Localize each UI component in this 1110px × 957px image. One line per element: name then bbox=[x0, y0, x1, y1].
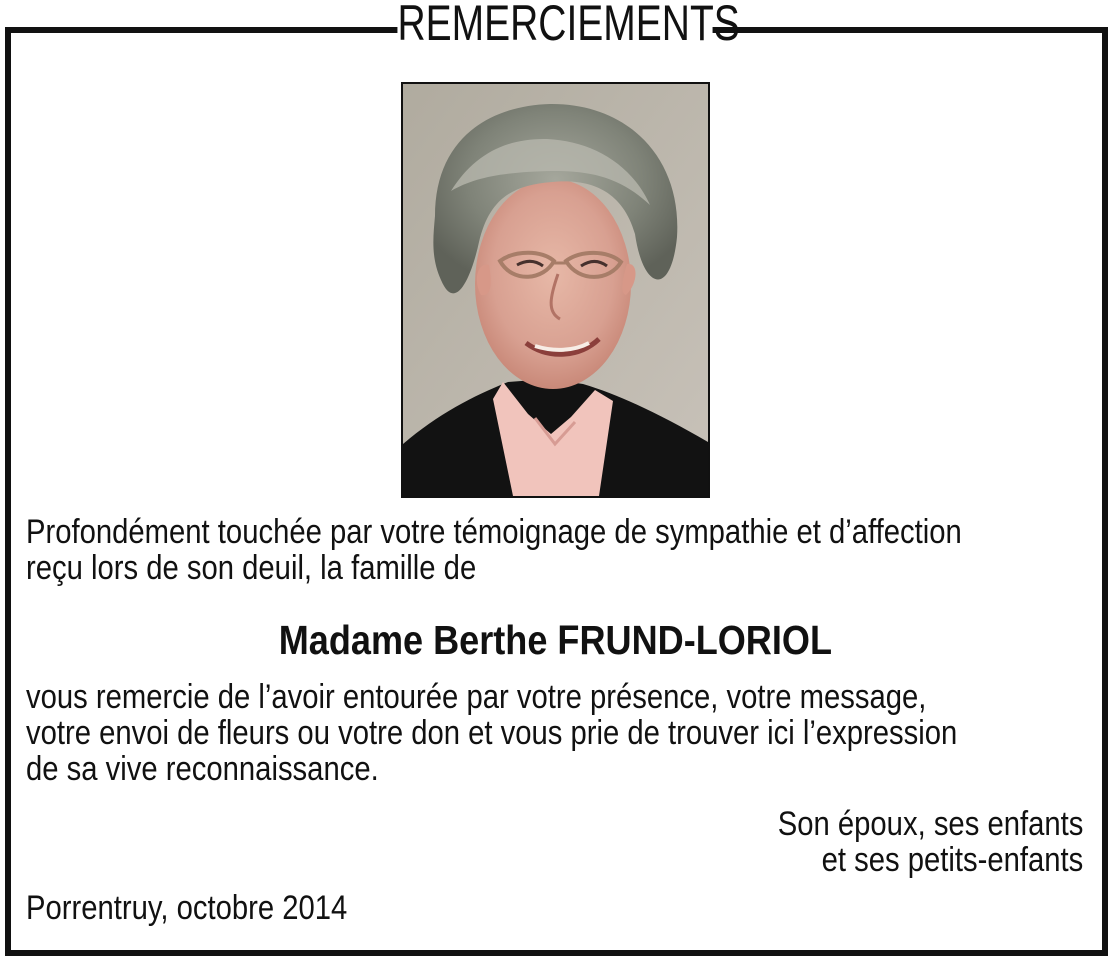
place-date bbox=[26, 890, 400, 926]
portrait-photo bbox=[401, 82, 710, 498]
intro-line-2: reçu lors de son deuil, la famille de bbox=[26, 549, 477, 587]
signature-line-1: Son époux, ses enfants bbox=[777, 805, 1083, 843]
deceased-name bbox=[0, 617, 1110, 663]
deceased-name-text: Madame Berthe FRUND-LORIOL bbox=[278, 617, 832, 663]
family-signature bbox=[728, 806, 1083, 878]
intro-line-1: Profondément touchée par votre témoignage de sympathie et d’affection bbox=[26, 513, 962, 551]
signature-line-2: et ses petits-enfants bbox=[821, 841, 1083, 879]
place-date-text: Porrentruy, octobre 2014 bbox=[26, 889, 348, 927]
message-line-2: votre envoi de fleurs ou votre don et vous prie de trouver ici l’expression bbox=[26, 714, 958, 752]
message-line-1: vous remercie de l’avoir entourée par votre présence, votre message, bbox=[26, 678, 927, 716]
intro-text bbox=[26, 514, 1084, 586]
message-text bbox=[26, 679, 1084, 787]
notice-heading: REMERCIEMENTS bbox=[397, 0, 712, 54]
message-line-3: de sa vive reconnaissance. bbox=[26, 750, 379, 788]
